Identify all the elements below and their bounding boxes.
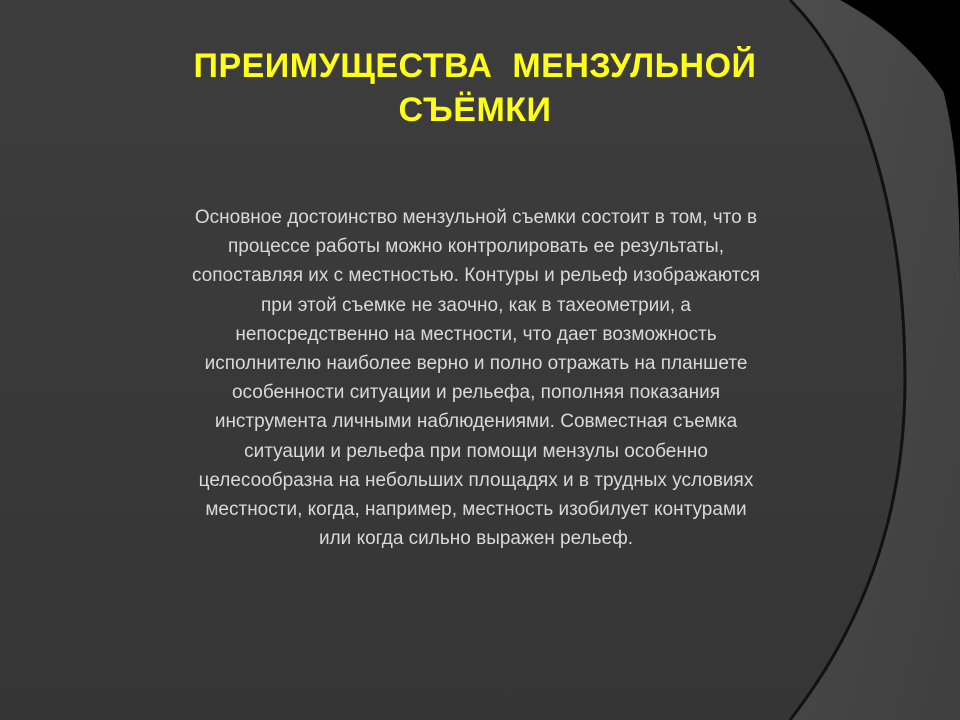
slide-title-line-2: СЪЁМКИ xyxy=(398,91,552,129)
body-line: сопоставляя их с местностью. Контуры и рельеф изображаются xyxy=(191,265,761,287)
slide-title-line-1: ПРЕИМУЩЕСТВА МЕНЗУЛЬНОЙ xyxy=(193,47,757,85)
body-line: инструмента личными наблюдениями. Совместная съемка xyxy=(214,411,738,433)
body-line: особенности ситуации и рельефа, пополняя показания xyxy=(231,382,721,404)
body-line: Основное достоинство мензульной съемки состоит в том, что в xyxy=(194,207,758,228)
body-line: целесообразна на небольших площадях и в трудных условиях xyxy=(198,469,754,491)
body-line: исполнителю наиболее верно и полно отражать на планшете xyxy=(204,353,748,375)
body-line: местности, когда, например, местность изобилует контурами xyxy=(205,499,747,521)
body-paragraph xyxy=(106,203,846,553)
body-line: при этой съемке не заочно, как в тахеометрии, а xyxy=(261,294,691,316)
body-line: ситуации и рельефа при помощи мензулы особенно xyxy=(244,440,708,462)
body-line: или когда сильно выражен рельеф. xyxy=(318,528,634,550)
body-line: непосредственно на местности, что дает возможность xyxy=(235,323,717,345)
slide-title xyxy=(110,44,840,132)
body-line: процессе работы можно контролировать ее результаты, xyxy=(227,236,724,258)
